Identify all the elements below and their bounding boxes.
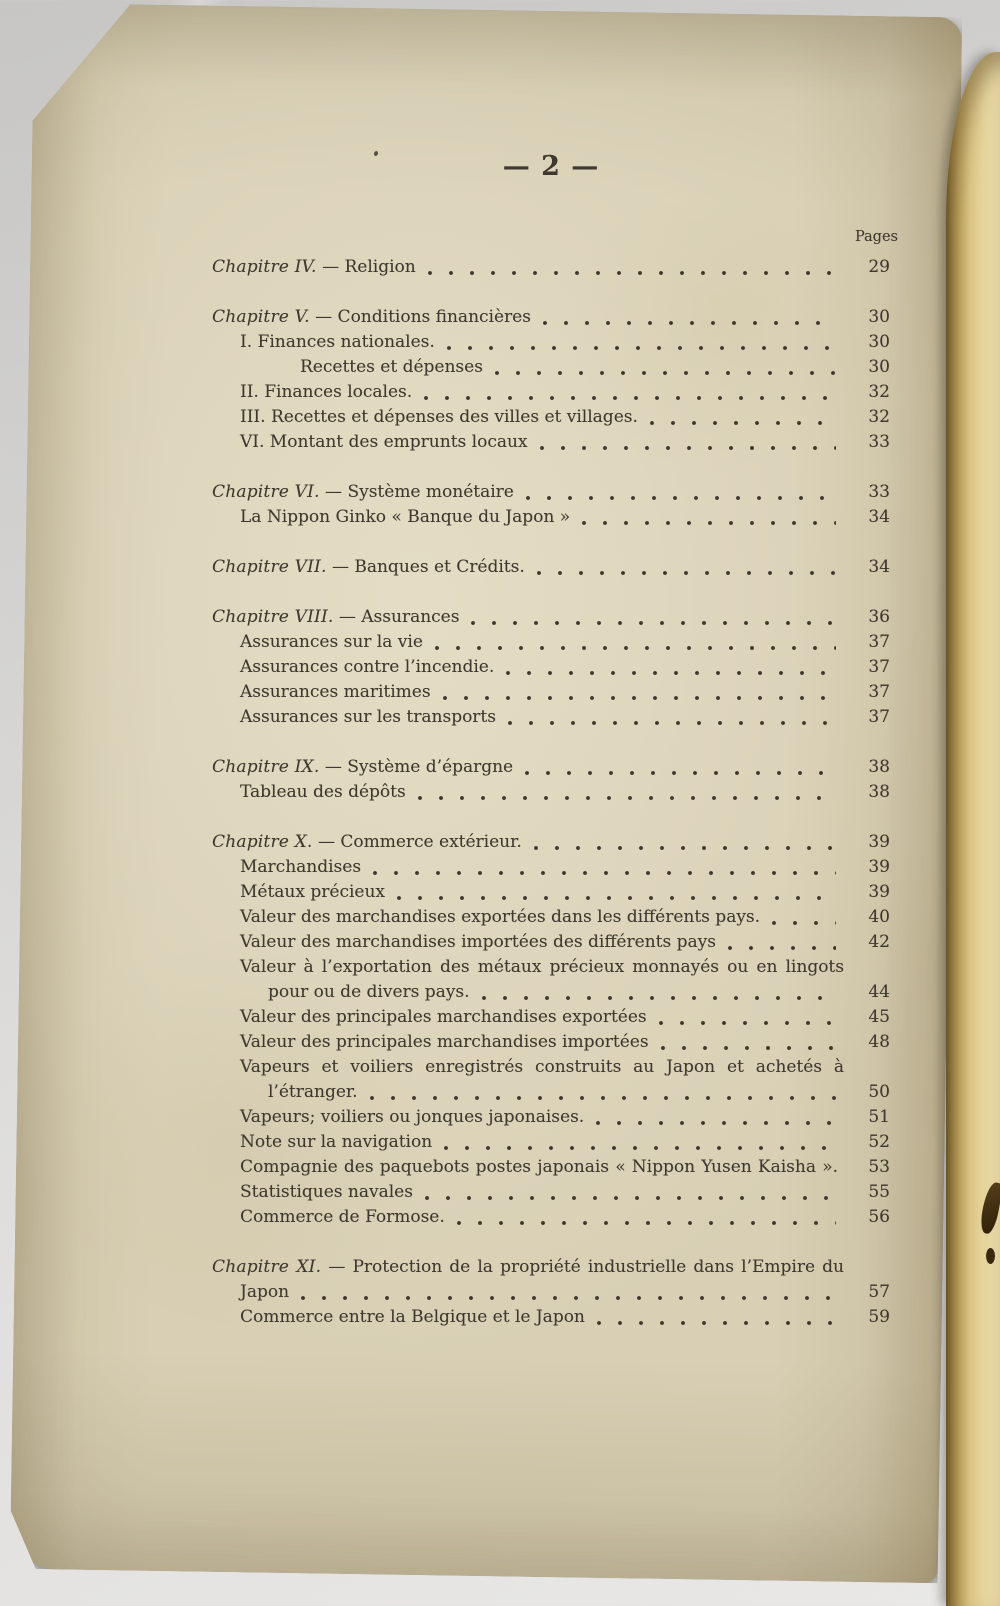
toc-chapter-name: Chapitre VII. [212,557,327,577]
toc-entry-label: Valeur des principales marchandises importées [240,1032,649,1052]
toc-entry [212,630,890,655]
toc-entry [212,880,890,905]
dot-leader [525,771,836,775]
dot-leader [495,371,836,375]
dot-leader [471,621,836,625]
toc-entry-line [212,905,890,930]
toc-entry [212,755,890,780]
toc-page-number: 52 [868,1132,890,1152]
toc-entry-line [212,705,890,730]
toc-page-number: 50 [868,1082,890,1102]
toc-entry-label: Vapeurs et voiliers enregistrés construits au Japon et achetés à [240,1057,844,1077]
toc-entry-label: Valeur des marchandises exportées dans les différents pays. [240,907,761,927]
toc-chapter-name: Chapitre V. [212,307,310,327]
toc-chapter-name: Chapitre XI. [212,1257,322,1277]
toc-entry-label: Chapitre VII. — Banques et Crédits. [212,557,525,577]
toc-entry [212,855,890,880]
toc-entry-line [212,1055,844,1080]
toc-entry-line [212,955,844,980]
dot-leader [506,671,836,675]
toc-entry-label: La Nippon Ginko « Banque du Japon » [240,507,571,527]
toc-page-number: 51 [868,1107,890,1127]
toc-page-number: 39 [868,882,890,902]
toc-entry [212,305,890,330]
toc-entry-line [212,880,890,905]
toc-entry-label: Chapitre VI. — Système monétaire [212,482,514,502]
toc-entry-label: Chapitre X. — Commerce extérieur. [212,832,522,852]
dot-leader [373,871,836,875]
dot-leader [526,496,836,500]
toc-entry-line [212,480,890,505]
dot-leader [661,1046,836,1050]
dot-leader [428,271,836,275]
toc-page-number: 38 [868,782,890,802]
toc-entry-label: Assurances sur la vie [240,632,423,652]
toc-entry-line [212,1205,890,1230]
toc-entry [212,255,890,280]
toc-entry-line [212,755,890,780]
dot-leader [444,1146,836,1150]
toc-page-number: 57 [868,1282,890,1302]
toc-entry [212,555,890,580]
toc-entry-line [212,255,890,280]
toc-entry-label: II. Finances locales. [240,382,413,402]
toc-entry-label: Japon [240,1282,290,1302]
dot-leader [435,646,836,650]
toc-entry [212,1130,890,1155]
pages-column-header: Pages [854,229,898,245]
toc-entry-line [212,605,890,630]
dot-leader [543,321,836,325]
dot-leader [728,946,836,950]
toc-entry-label: Valeur des marchandises importées des différents pays [240,932,716,952]
toc-page-number: 32 [868,382,890,402]
toc-entry-continuation-line [212,1080,890,1105]
toc-entry-label: Assurances contre l’incendie. [240,657,495,677]
dot-leader [443,696,836,700]
dot-leader [425,1196,836,1200]
toc-entry [212,1030,890,1055]
toc-entry-line [212,1155,890,1180]
toc-entry [212,930,890,955]
dot-leader [301,1296,836,1300]
toc-page-number: 53 [868,1157,890,1177]
toc-entry [212,955,890,1005]
toc-page-number: 36 [868,607,890,627]
toc-entry-line [212,855,890,880]
toc-entry-label: Commerce de Formose. [240,1207,445,1227]
dot-leader [597,1321,836,1325]
toc-entry-label: Chapitre V. — Conditions financières [212,307,531,327]
toc-page-number: 37 [868,657,890,677]
toc-entry-label: Compagnie des paquebots postes japonais « Nippon Yusen Kaisha ». [240,1157,838,1177]
page-tear-mark [986,1248,995,1264]
toc-entry-label: pour ou de divers pays. [268,982,470,1002]
toc-page-number: 38 [868,757,890,777]
toc-entry-line [212,330,890,355]
dot-leader [650,421,836,425]
toc-entry-label: Tableau des dépôts [240,782,406,802]
toc-page-number: 30 [868,332,890,352]
toc-entry [212,705,890,730]
dot-leader [508,721,836,725]
dot-leader [447,346,836,350]
toc-entry-line [212,930,890,955]
toc-entry [212,1105,890,1130]
toc-entry-line [212,305,890,330]
toc-entry [212,1155,890,1180]
toc-entry [212,1005,890,1030]
toc-entry [212,405,890,430]
dot-leader [537,571,836,575]
toc-entry-line [212,1005,890,1030]
toc-entry [212,480,890,505]
toc-entry-line [212,655,890,680]
toc-page-number: 34 [868,507,890,527]
dot-leader [418,796,836,800]
toc-entry [212,380,890,405]
toc-page-number: 33 [868,482,890,502]
toc-entry-label: Note sur la navigation [240,1132,433,1152]
toc-entry-label: Commerce entre la Belgique et le Japon [240,1307,585,1327]
toc-page-number: 39 [868,857,890,877]
dot-leader [659,1021,836,1025]
toc-entry-line [212,505,890,530]
toc-entry-label: Recettes et dépenses [300,357,483,377]
toc-entry [212,1205,890,1230]
toc-entry-label: Valeur à l’exportation des métaux précieux monnayés ou en lingots [240,957,844,977]
toc-entry [212,680,890,705]
dot-leader [596,1121,836,1125]
toc-entry-line [212,555,890,580]
toc-entry [212,1055,890,1105]
toc-page-number: 30 [868,307,890,327]
dot-leader [772,921,836,925]
toc-chapter-name: Chapitre IV. [212,257,317,277]
toc-entry-label: Vapeurs; voiliers ou jonques japonaises. [240,1107,585,1127]
toc-page-number: 34 [868,557,890,577]
next-page-edge [946,52,1000,1606]
toc-page-number: 45 [868,1007,890,1027]
toc-entry [212,1180,890,1205]
toc-chapter-name: Chapitre VI. [212,482,320,502]
toc-entry [212,330,890,355]
toc-entry [212,505,890,530]
toc-entry-line [212,380,890,405]
toc-entry-line [212,630,890,655]
toc-entry-line [212,405,890,430]
toc-entry-line [212,1130,890,1155]
dot-leader [457,1221,836,1225]
toc-entry-line [212,830,890,855]
toc-entry-line [212,1255,844,1280]
toc-entry [212,830,890,855]
toc-entry-label: Chapitre IX. — Système d’épargne [212,757,514,777]
toc-entry-line [212,355,890,380]
toc-entry-label: Chapitre XI. — Protection de la propriété industrielle dans l’Empire du [212,1257,844,1277]
toc-entry-line [212,1305,890,1330]
toc-entry [212,605,890,630]
dot-leader [582,521,836,525]
toc-page-number: 39 [868,832,890,852]
toc-page-number: 37 [868,632,890,652]
toc-entry-line [212,1030,890,1055]
toc-entry-label: Métaux précieux [240,882,385,902]
folio-number: — 2 — [502,151,600,182]
toc-entry [212,1255,890,1305]
dot-leader [534,846,836,850]
toc-entry-label: Valeur des principales marchandises exportées [240,1007,647,1027]
toc-entry-label: Assurances sur les transports [240,707,496,727]
toc-chapter-name: Chapitre X. [212,832,313,852]
toc-entry [212,1305,890,1330]
dot-leader [482,996,836,1000]
toc-entries [212,255,890,1330]
toc-entry-label: III. Recettes et dépenses des villes et villages. [240,407,638,427]
toc-page-number: 33 [868,432,890,452]
toc-entry-label: Marchandises [240,857,362,877]
toc-entry-label: Assurances maritimes [240,682,431,702]
toc-entry-label: Chapitre IV. — Religion [212,257,416,277]
toc-page-number: 48 [868,1032,890,1052]
toc-entry-label: VI. Montant des emprunts locaux [240,432,528,452]
toc-entry-line [212,680,890,705]
toc-entry-continuation-line [212,1280,890,1305]
toc-entry [212,905,890,930]
toc-entry-label: l’étranger. [268,1082,358,1102]
toc-chapter-name: Chapitre IX. [212,757,320,777]
toc-page-number: 40 [868,907,890,927]
toc-entry-label: Chapitre VIII. — Assurances [212,607,460,627]
toc-entry [212,780,890,805]
toc-page-number: 37 [868,707,890,727]
toc-entry-continuation-line [212,980,890,1005]
toc-entry [212,355,890,380]
toc-page-number: 37 [868,682,890,702]
dot-leader [424,396,836,400]
toc-chapter-name: Chapitre VIII. [212,607,334,627]
toc-page-number: 56 [868,1207,890,1227]
toc-entry [212,655,890,680]
table-of-contents [212,150,898,1330]
toc-entry-label: Statistiques navales [240,1182,413,1202]
toc-entry-line [212,780,890,805]
toc-entry-line [212,430,890,455]
toc-page-number: 29 [868,257,890,277]
toc-page-number: 32 [868,407,890,427]
toc-entry [212,430,890,455]
toc-entry-line [212,1105,890,1130]
dot-leader [370,1096,836,1100]
toc-page-number: 30 [868,357,890,377]
dot-leader [397,896,836,900]
toc-page-number: 42 [868,932,890,952]
toc-page-number: 55 [868,1182,890,1202]
toc-page-number: 59 [868,1307,890,1327]
toc-entry-label: I. Finances nationales. [240,332,435,352]
dot-leader [540,446,836,450]
toc-page-number: 44 [868,982,890,1002]
toc-entry-line [212,1180,890,1205]
